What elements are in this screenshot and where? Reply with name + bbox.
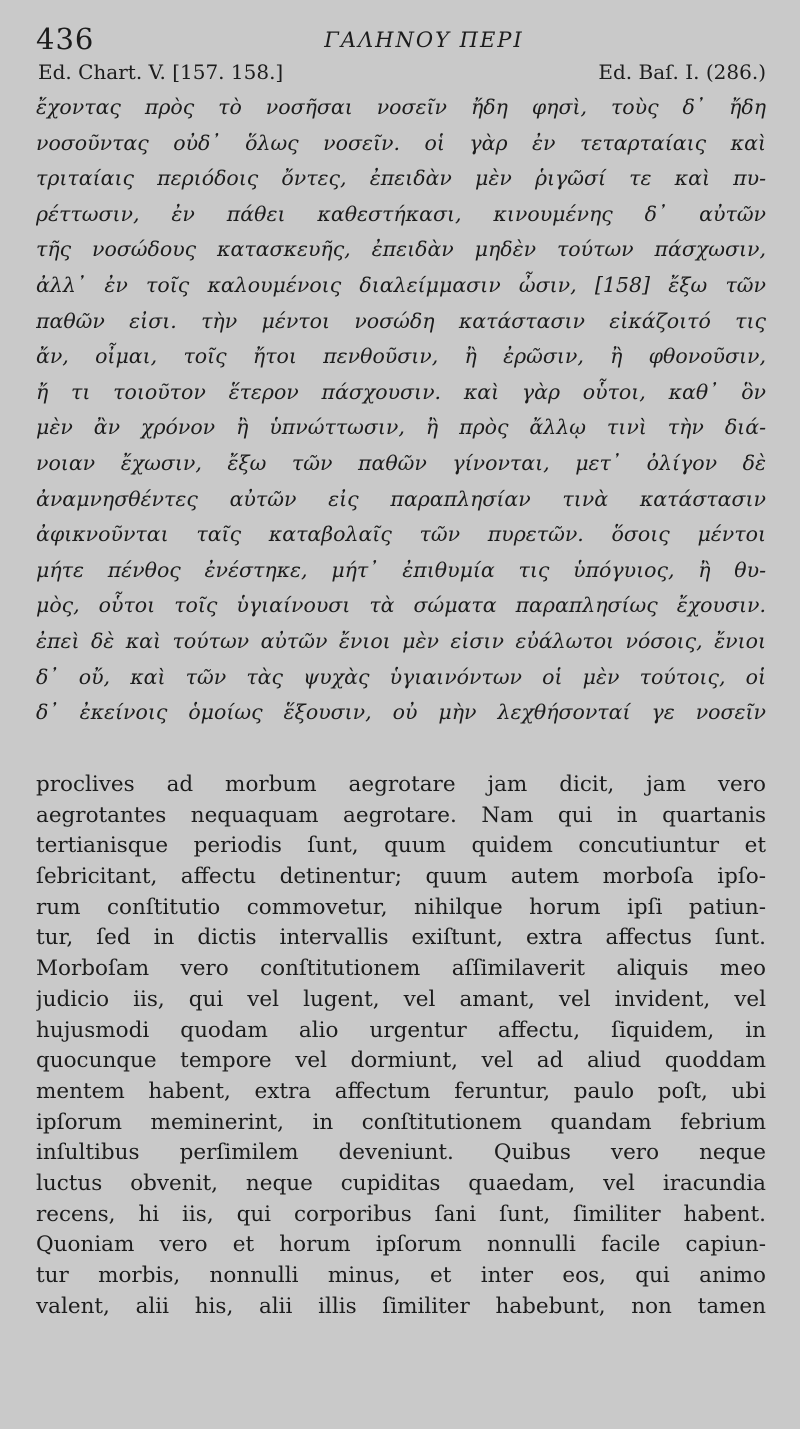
greek-text-line: μὸς, οὗτοι τοῖς ὑγιαίνουσι τὰ σώματα παραπλησίως ἔχουσιν. [36, 593, 766, 618]
greek-text-line: παθῶν εἰσι. τὴν μέντοι νοσώδη κατάστασιν εἰκάζοιτό τις [36, 308, 766, 333]
latin-text-line: recens, hi iis, qui corporibus ſani ſunt, ſimiliter habent. [36, 1201, 766, 1227]
latin-text-line: tur, ſed in dictis intervallis exiſtunt, extra affectus ſunt. [36, 925, 766, 951]
latin-text-line: Morboſam vero conſtitutionem aſſimilaverit aliquis meo [36, 956, 766, 982]
latin-text-line: judicio iis, qui vel lugent, vel amant, vel invident, vel [36, 986, 766, 1012]
latin-text-line: quocunque tempore vel dormiunt, vel ad aliud quoddam [36, 1048, 766, 1074]
edition-chartier-reference: Ed. Chart. V. [157. 158.] [38, 60, 284, 84]
latin-text-line: mentem habent, extra affectum feruntur, paulo poſt, ubi [36, 1078, 766, 1104]
latin-text-line: proclives ad morbum aegrotare jam dicit, jam vero [36, 772, 766, 797]
greek-text-line: ἀλλ᾽ ἐν τοῖς καλουμένοις διαλείμμασιν ὦσιν, [158] ἔξω τῶν [36, 272, 766, 297]
greek-text-line: τῆς νοσώδους κατασκευῆς, ἐπειδὰν μηδὲν τούτων πάσχωσιν, [36, 237, 766, 262]
latin-text-line: Quoniam vero et horum ipſorum nonnulli facile capiun- [36, 1232, 766, 1258]
greek-text-line: ἄν, οἶμαι, τοῖς ἤτοι πενθοῦσιν, ἢ ἐρῶσιν, ἢ φθονοῦσιν, [36, 344, 766, 369]
greek-text-line: δ᾽ ἐκείνοις ὁμοίως ἕξουσιν, οὐ μὴν λεχθήσονταί γε νοσεῖν [36, 700, 766, 725]
greek-text-line: ἀφικνοῦνται ταῖς καταβολαῖς τῶν πυρετῶν. ὅσοις μέντοι [36, 522, 766, 547]
greek-text-line: ἐπεὶ δὲ καὶ τούτων αὐτῶν ἔνιοι μὲν εἰσιν εὐάλωτοι νόσοις, ἔνιοι [36, 628, 766, 653]
greek-text-line: τριταίαις περιόδοις ὄντες, ἐπειδὰν μὲν ῥιγῶσί τε καὶ πυ- [36, 166, 766, 191]
latin-text-line: aegrotantes nequaquam aegrotare. Nam qui in quartanis [36, 802, 766, 828]
latin-text-line: luctus obvenit, neque cupiditas quaedam, vel iracundia [36, 1170, 766, 1196]
latin-text-line: valent, alii his, alii illis ſimiliter habebunt, non tamen [36, 1293, 766, 1319]
latin-text-line: ſebricitant, affectu detinentur; quum autem morboſa ipſo- [36, 864, 766, 890]
latin-text-line: hujusmodi quodam alio urgentur affectu, ſiquidem, in [36, 1017, 766, 1043]
greek-text-line: ἤ τι τοιοῦτον ἕτερον πάσχουσιν. καὶ γὰρ οὗτοι, καθ᾽ ὃν [36, 379, 766, 404]
page-number: 436 [36, 22, 95, 56]
greek-text-line: ἀναμνησθέντες αὐτῶν εἰς παραπλησίαν τινὰ κατάστασιν [36, 486, 766, 511]
greek-text-line: ρέττωσιν, ἐν πάθει καθεστήκασι, κινουμένης δ᾽ αὐτῶν [36, 201, 766, 226]
greek-text-block [36, 90, 766, 731]
running-title: ΓΑΛΗΝΟΥ ΠΕΡΙ [324, 28, 524, 52]
latin-text-line: inſultibus perſimilem deveniunt. Quibus vero neque [36, 1140, 766, 1166]
edition-references [36, 58, 766, 90]
greek-text-line: μὲν ἂν χρόνον ἢ ὑπνώττωσιν, ἢ πρὸς ἄλλῳ τινὶ τὴν διά- [36, 415, 766, 440]
latin-text-line: rum conſtitutio commovetur, nihilque horum ipſi patiun- [36, 894, 766, 920]
latin-text-line: tertianisque periodis ſunt, quum quidem concutiuntur et [36, 833, 766, 859]
greek-text-line: νοιαν ἔχωσιν, ἔξω τῶν παθῶν γίνονται, μετ᾽ ὀλίγον δὲ [36, 450, 766, 475]
greek-text-line: δ᾽ οὔ, καὶ τῶν τὰς ψυχὰς ὑγιαινόντων οἱ μὲν τούτοις, οἱ [36, 664, 766, 689]
latin-text-line: tur morbis, nonnulli minus, et inter eos, qui animo [36, 1263, 766, 1288]
latin-text-block [36, 770, 766, 1322]
latin-text-line: ipſorum meminerint, in conſtitutionem quandam febrium [36, 1109, 766, 1135]
greek-text-line: ἔχοντας πρὸς τὸ νοσῆσαι νοσεῖν ἤδη φησὶ, τοὺς δ᾽ ἤδη [36, 95, 766, 119]
greek-text-line: μήτε πένθος ἐνέστηκε, μήτ᾽ ἐπιθυμία τις ὑπόγυιος, ἢ θυ- [36, 557, 766, 582]
page-header [36, 0, 766, 58]
edition-basel-reference: Ed. Baſ. I. (286.) [598, 60, 766, 84]
greek-text-line: νοσοῦντας οὐδ᾽ ὅλως νοσεῖν. οἱ γὰρ ἐν τεταρταίαις καὶ [36, 130, 766, 155]
